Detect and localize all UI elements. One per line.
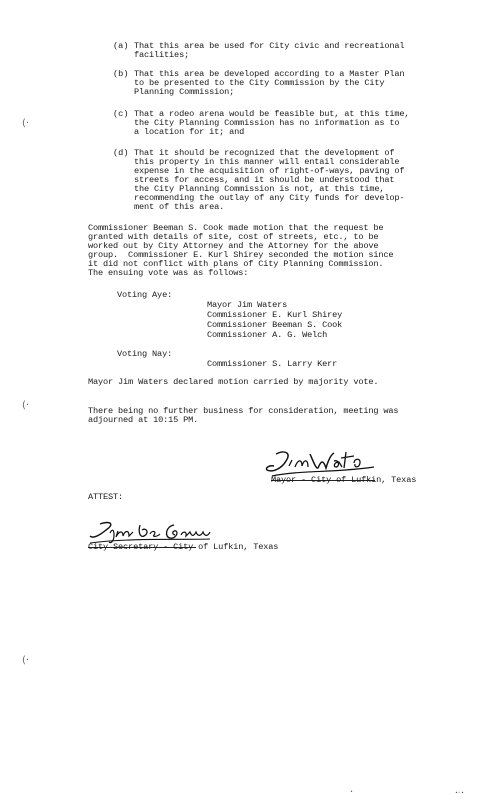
motion-line-3: worked out by City Attorney and the Attorney for the above — [88, 241, 379, 251]
adjourn-line-2: adjourned at 10:15 PM. — [88, 415, 199, 425]
item-c-line-1: That a rodeo arena would be feasible but, at this time, — [134, 109, 410, 119]
secretary-title: City Secretary - City of Lufkin, Texas — [88, 542, 279, 552]
item-d-line-6: recommending the outlay of any City funds for develop- — [134, 193, 405, 203]
adjourn-line-1: There being no further business for consideration, meeting was — [88, 406, 399, 416]
motion-line-1: Commissioner Beeman S. Cook made motion that the request be — [88, 223, 384, 233]
mayor-title: Mayor - City of Lufkin, Texas — [271, 475, 417, 485]
aye-voter-4: Commissioner A. G. Welch — [207, 330, 328, 340]
item-d-line-4: streets for access, and it should be understood that — [134, 175, 395, 185]
scan-mark-right: ▪▫▪ — [455, 790, 465, 796]
item-b-line-3: Planning Commission; — [134, 87, 235, 97]
item-b-line-1: That this area be developed according to a Master Plan — [134, 69, 405, 79]
attest-label: ATTEST: — [88, 492, 124, 502]
binder-hole-mark-bottom: (· — [22, 655, 30, 666]
item-c-line-2: the City Planning Commission has no information as to — [134, 118, 400, 128]
nay-voter-1: Commissioner S. Larry Kerr — [207, 359, 338, 369]
aye-voter-2: Commissioner E. Kurl Shirey — [207, 310, 343, 320]
aye-voter-3: Commissioner Beeman S. Cook — [207, 320, 343, 330]
binder-hole-mark-middle: (· — [22, 400, 30, 411]
item-b-line-2: to be presented to the City Commission by the City — [134, 78, 385, 88]
item-a-label: (a) — [113, 41, 129, 51]
aye-voter-1: Mayor Jim Waters — [207, 300, 288, 310]
item-b-label: (b) — [113, 69, 129, 79]
declaration-line: Mayor Jim Waters declared motion carried by majority vote. — [88, 377, 379, 387]
item-d-label: (d) — [113, 148, 129, 158]
voting-aye-label: Voting Aye: — [117, 290, 173, 300]
binder-hole-mark-top: (· — [22, 118, 30, 129]
item-a-line-1: That this area be used for City civic and recreational — [134, 41, 405, 51]
voting-nay-label: Voting Nay: — [117, 349, 173, 359]
item-d-line-1: That it should be recognized that the development of — [134, 148, 395, 158]
item-d-line-2: this property in this manner will entail considerable — [134, 157, 400, 167]
motion-line-2: granted with details of site, cost of streets, etc., to be — [88, 232, 379, 242]
motion-line-4: group. Commissioner E. Kurl Shirey seconded the motion since — [88, 250, 394, 260]
motion-line-5: it did not conflict with plans of City Planning Commission. — [88, 259, 384, 269]
item-d-line-3: expense in the acquisition of right-of-ways, paving of — [134, 166, 405, 176]
item-d-line-7: ment of this area. — [134, 202, 225, 212]
motion-line-6: The ensuing vote was as follows: — [88, 268, 249, 278]
item-d-line-5: the City Planning Commission is not, at this time, — [134, 184, 385, 194]
item-a-line-2: facilities; — [134, 50, 190, 60]
item-c-line-3: a location for it; and — [134, 127, 245, 137]
item-c-label: (c) — [113, 109, 129, 119]
scan-mark-center: • — [350, 789, 354, 795]
